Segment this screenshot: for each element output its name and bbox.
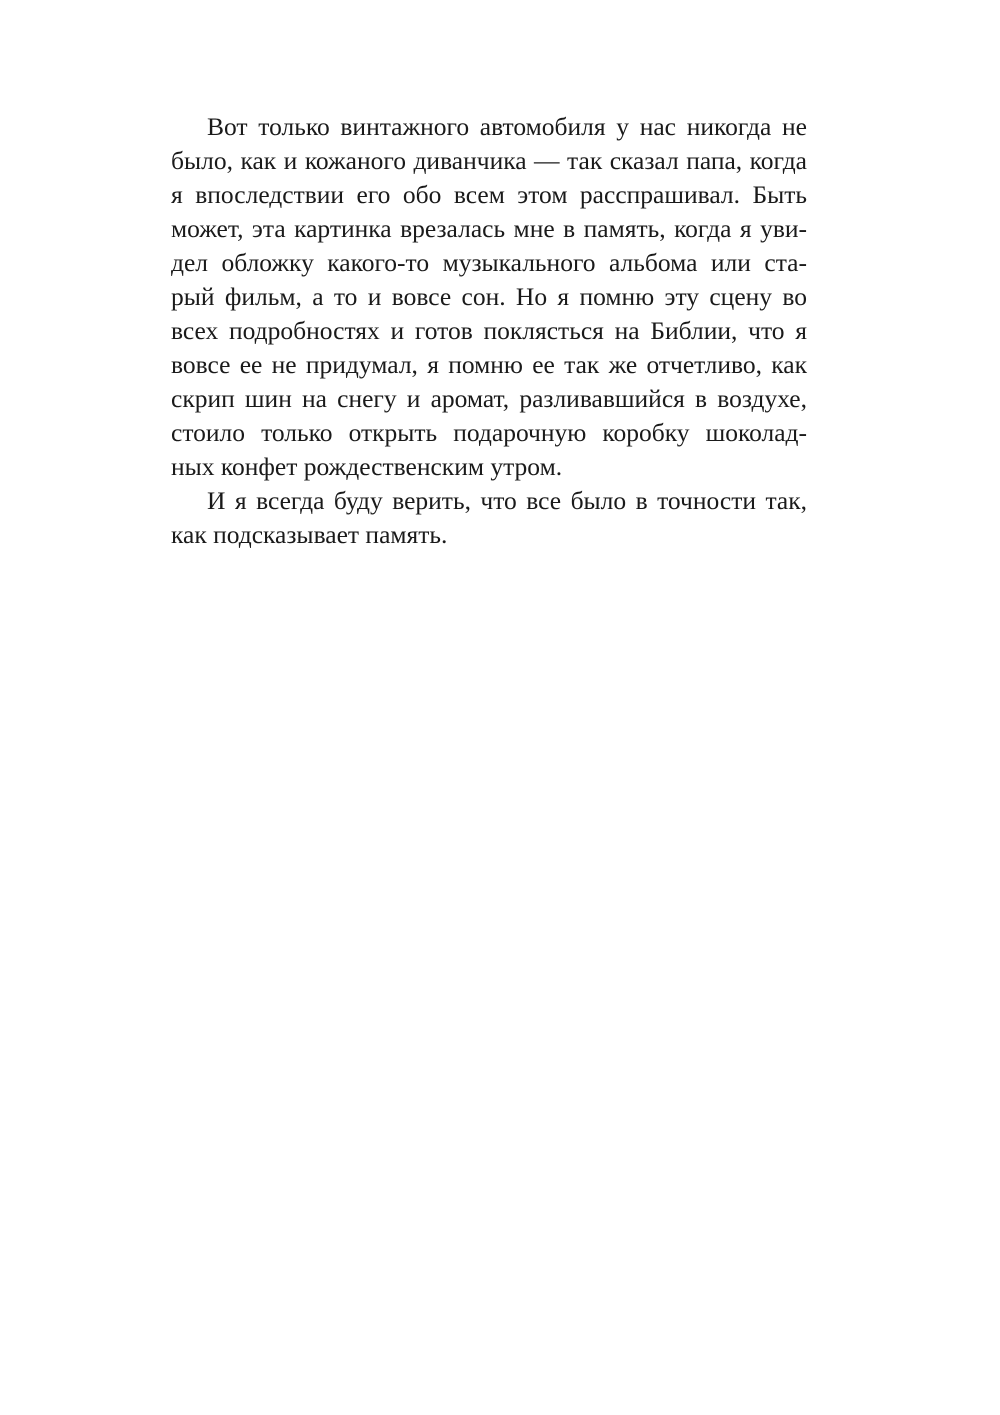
text-line: было, как и кожаного диванчика — так сказал папа, когда bbox=[171, 146, 807, 175]
text-line: Вот только винтажного автомобиля у нас никогда не bbox=[207, 112, 807, 141]
text-line: я впоследствии его обо всем этом расспрашивал. Быть bbox=[171, 180, 807, 209]
text-line: рый фильм, а то и вовсе сон. Но я помню эту сцену во bbox=[171, 282, 807, 311]
paragraph-2 bbox=[171, 484, 807, 552]
text-line: ных конфет рождественским утром. bbox=[171, 452, 563, 481]
paragraph-1 bbox=[171, 110, 807, 484]
body-text bbox=[171, 110, 807, 552]
text-line: стоило только открыть подарочную коробку шоколад- bbox=[171, 418, 807, 447]
text-line: как подсказывает память. bbox=[171, 520, 448, 549]
text-line: может, эта картинка врезалась мне в память, когда я уви- bbox=[171, 214, 807, 243]
text-line: вовсе ее не придумал, я помню ее так же отчетливо, как bbox=[171, 350, 807, 379]
text-line: скрип шин на снегу и аромат, разливавшийся в воздухе, bbox=[171, 384, 807, 413]
text-line: И я всегда буду верить, что все было в точности так, bbox=[207, 486, 807, 515]
text-line: дел обложку какого-то музыкального альбома или ста- bbox=[171, 248, 807, 277]
text-line: всех подробностях и готов поклясться на Библии, что я bbox=[171, 316, 807, 345]
